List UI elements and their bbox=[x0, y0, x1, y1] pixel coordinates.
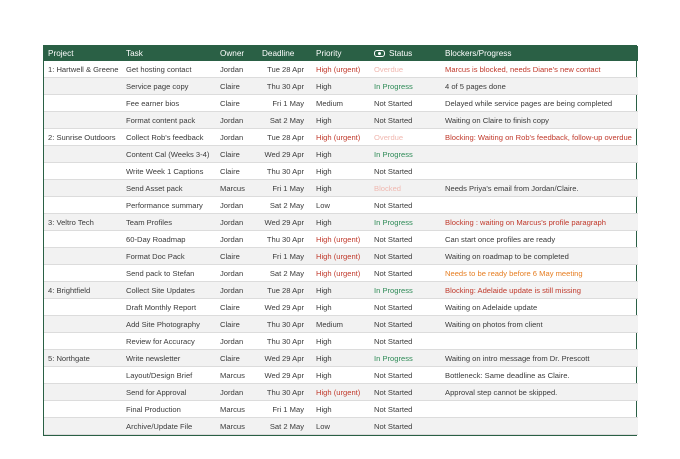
cell-owner[interactable]: Jordan bbox=[216, 129, 258, 146]
cell-status[interactable]: Not Started bbox=[370, 333, 441, 350]
cell-project[interactable] bbox=[44, 163, 122, 180]
cell-blocker[interactable]: Delayed while service pages are being completed bbox=[441, 95, 638, 112]
cell-owner[interactable]: Jordan bbox=[216, 282, 258, 299]
cell-task[interactable]: Add Site Photography bbox=[122, 316, 216, 333]
header-owner[interactable]: Owner bbox=[216, 46, 258, 61]
cell-blocker[interactable] bbox=[441, 401, 638, 418]
cell-owner[interactable]: Marcus bbox=[216, 418, 258, 435]
cell-deadline[interactable]: Thu 30 Apr bbox=[258, 384, 312, 401]
cell-status[interactable]: In Progress bbox=[370, 350, 441, 367]
header-blockers[interactable]: Blockers/Progress bbox=[441, 46, 638, 61]
table-row bbox=[44, 418, 638, 435]
cell-status[interactable]: Not Started bbox=[370, 112, 441, 129]
cell-priority[interactable]: High (urgent) bbox=[312, 129, 370, 146]
cell-status[interactable]: Not Started bbox=[370, 418, 441, 435]
cell-status[interactable]: Not Started bbox=[370, 231, 441, 248]
cell-owner[interactable]: Marcus bbox=[216, 180, 258, 197]
cell-task[interactable]: Layout/Design Brief bbox=[122, 367, 216, 384]
cell-priority[interactable]: High (urgent) bbox=[312, 265, 370, 282]
cell-deadline[interactable]: Wed 29 Apr bbox=[258, 299, 312, 316]
cell-deadline[interactable]: Sat 2 May bbox=[258, 418, 312, 435]
cell-task[interactable]: Service page copy bbox=[122, 78, 216, 95]
cell-task[interactable]: 60-Day Roadmap bbox=[122, 231, 216, 248]
cell-status[interactable]: In Progress bbox=[370, 282, 441, 299]
cell-blocker[interactable]: Waiting on intro message from Dr. Prescott bbox=[441, 350, 638, 367]
cell-owner[interactable]: Jordan bbox=[216, 214, 258, 231]
toggle-icon bbox=[374, 50, 385, 57]
cell-deadline[interactable]: Sat 2 May bbox=[258, 197, 312, 214]
cell-status[interactable]: In Progress bbox=[370, 146, 441, 163]
cell-project[interactable] bbox=[44, 367, 122, 384]
cell-owner[interactable]: Jordan bbox=[216, 231, 258, 248]
cell-task[interactable]: Performance summary bbox=[122, 197, 216, 214]
cell-owner[interactable]: Claire bbox=[216, 163, 258, 180]
cell-project[interactable] bbox=[44, 316, 122, 333]
table-row bbox=[44, 95, 638, 112]
cell-task[interactable]: Content Cal (Weeks 3-4) bbox=[122, 146, 216, 163]
cell-owner[interactable]: Claire bbox=[216, 78, 258, 95]
cell-deadline[interactable]: Wed 29 Apr bbox=[258, 146, 312, 163]
cell-deadline[interactable]: Fri 1 May bbox=[258, 401, 312, 418]
cell-project[interactable] bbox=[44, 112, 122, 129]
cell-deadline[interactable]: Thu 30 Apr bbox=[258, 316, 312, 333]
cell-owner[interactable]: Claire bbox=[216, 350, 258, 367]
cell-blocker[interactable]: 4 of 5 pages done bbox=[441, 78, 638, 95]
cell-task[interactable]: Format Doc Pack bbox=[122, 248, 216, 265]
table-row bbox=[44, 197, 638, 214]
cell-priority[interactable]: High (urgent) bbox=[312, 248, 370, 265]
cell-project[interactable] bbox=[44, 299, 122, 316]
task-tracker-table bbox=[43, 45, 637, 436]
cell-task[interactable]: Review for Accuracy bbox=[122, 333, 216, 350]
cell-project[interactable]: 5: Northgate bbox=[44, 350, 122, 367]
cell-blocker[interactable]: Can start once profiles are ready bbox=[441, 231, 638, 248]
cell-deadline[interactable]: Wed 29 Apr bbox=[258, 367, 312, 384]
cell-priority[interactable]: High bbox=[312, 78, 370, 95]
cell-blocker[interactable]: Blocking : waiting on Marcus's profile paragraph bbox=[441, 214, 638, 231]
cell-deadline[interactable]: Thu 30 Apr bbox=[258, 163, 312, 180]
header-deadline[interactable]: Deadline bbox=[258, 46, 312, 61]
cell-blocker[interactable]: Blocking: Waiting on Rob's feedback, follow-up overdue bbox=[441, 129, 638, 146]
cell-owner[interactable]: Jordan bbox=[216, 112, 258, 129]
cell-task[interactable]: Write Week 1 Captions bbox=[122, 163, 216, 180]
cell-priority[interactable]: High bbox=[312, 214, 370, 231]
cell-priority[interactable]: High (urgent) bbox=[312, 61, 370, 78]
cell-owner[interactable]: Marcus bbox=[216, 401, 258, 418]
table-row bbox=[44, 112, 638, 129]
cell-deadline[interactable]: Tue 28 Apr bbox=[258, 129, 312, 146]
cell-deadline[interactable]: Fri 1 May bbox=[258, 248, 312, 265]
table-row bbox=[44, 333, 638, 350]
header-priority[interactable]: Priority bbox=[312, 46, 370, 61]
cell-status[interactable]: In Progress bbox=[370, 78, 441, 95]
cell-project[interactable]: 3: Veltro Tech bbox=[44, 214, 122, 231]
cell-task[interactable]: Send Asset pack bbox=[122, 180, 216, 197]
cell-task[interactable]: Archive/Update File bbox=[122, 418, 216, 435]
cell-owner[interactable]: Claire bbox=[216, 95, 258, 112]
cell-status[interactable]: In Progress bbox=[370, 214, 441, 231]
cell-project[interactable] bbox=[44, 95, 122, 112]
cell-status[interactable]: Not Started bbox=[370, 197, 441, 214]
cell-priority[interactable]: High bbox=[312, 401, 370, 418]
cell-priority[interactable]: High bbox=[312, 112, 370, 129]
cell-blocker[interactable]: Blocking: Adelaide update is still missing bbox=[441, 282, 638, 299]
cell-priority[interactable]: High bbox=[312, 146, 370, 163]
cell-owner[interactable]: Claire bbox=[216, 316, 258, 333]
cell-priority[interactable]: High (urgent) bbox=[312, 384, 370, 401]
cell-blocker[interactable] bbox=[441, 163, 638, 180]
cell-task[interactable]: Format content pack bbox=[122, 112, 216, 129]
cell-project[interactable] bbox=[44, 146, 122, 163]
table-row bbox=[44, 316, 638, 333]
cell-deadline[interactable]: Thu 30 Apr bbox=[258, 333, 312, 350]
header-status[interactable] bbox=[370, 46, 441, 61]
cell-priority[interactable]: High bbox=[312, 299, 370, 316]
cell-project[interactable] bbox=[44, 78, 122, 95]
cell-status[interactable]: Blocked bbox=[370, 180, 441, 197]
cell-task[interactable]: Final Production bbox=[122, 401, 216, 418]
table-row bbox=[44, 367, 638, 384]
table-row bbox=[44, 248, 638, 265]
cell-status[interactable]: Not Started bbox=[370, 367, 441, 384]
cell-task[interactable]: Get hosting contact bbox=[122, 61, 216, 78]
cell-owner[interactable]: Jordan bbox=[216, 384, 258, 401]
cell-deadline[interactable]: Sat 2 May bbox=[258, 265, 312, 282]
cell-blocker[interactable]: Waiting on Claire to finish copy bbox=[441, 112, 638, 129]
table-row bbox=[44, 231, 638, 248]
cell-task[interactable]: Draft Monthly Report bbox=[122, 299, 216, 316]
header-task[interactable]: Task bbox=[122, 46, 216, 61]
cell-owner[interactable]: Jordan bbox=[216, 333, 258, 350]
cell-task[interactable]: Collect Site Updates bbox=[122, 282, 216, 299]
cell-blocker[interactable] bbox=[441, 333, 638, 350]
cell-project[interactable] bbox=[44, 384, 122, 401]
cell-deadline[interactable]: Sat 2 May bbox=[258, 112, 312, 129]
cell-deadline[interactable]: Tue 28 Apr bbox=[258, 282, 312, 299]
cell-project[interactable] bbox=[44, 231, 122, 248]
cell-status[interactable]: Not Started bbox=[370, 265, 441, 282]
cell-project[interactable]: 4: Brightfield bbox=[44, 282, 122, 299]
cell-owner[interactable]: Jordan bbox=[216, 61, 258, 78]
table-row bbox=[44, 384, 638, 401]
cell-task[interactable]: Send pack to Stefan bbox=[122, 265, 216, 282]
cell-status[interactable]: Not Started bbox=[370, 163, 441, 180]
cell-task[interactable]: Collect Rob's feedback bbox=[122, 129, 216, 146]
cell-project[interactable] bbox=[44, 418, 122, 435]
cell-blocker[interactable]: Needs to be ready before 6 May meeting bbox=[441, 265, 638, 282]
cell-deadline[interactable]: Fri 1 May bbox=[258, 95, 312, 112]
cell-priority[interactable]: High bbox=[312, 282, 370, 299]
cell-priority[interactable]: High bbox=[312, 333, 370, 350]
cell-status[interactable]: Not Started bbox=[370, 401, 441, 418]
cell-blocker[interactable]: Needs Priya's email from Jordan/Claire. bbox=[441, 180, 638, 197]
cell-blocker[interactable] bbox=[441, 146, 638, 163]
cell-project[interactable] bbox=[44, 265, 122, 282]
cell-deadline[interactable]: Thu 30 Apr bbox=[258, 78, 312, 95]
cell-status[interactable]: Not Started bbox=[370, 248, 441, 265]
cell-priority[interactable]: High bbox=[312, 163, 370, 180]
cell-project[interactable]: 1: Hartwell & Greene bbox=[44, 61, 122, 78]
cell-priority[interactable]: Low bbox=[312, 197, 370, 214]
cell-priority[interactable]: Low bbox=[312, 418, 370, 435]
cell-blocker[interactable]: Waiting on Adelaide update bbox=[441, 299, 638, 316]
cell-status[interactable]: Not Started bbox=[370, 384, 441, 401]
cell-status[interactable]: Not Started bbox=[370, 299, 441, 316]
table-row bbox=[44, 146, 638, 163]
cell-priority[interactable]: High bbox=[312, 350, 370, 367]
cell-project[interactable] bbox=[44, 401, 122, 418]
cell-owner[interactable]: Claire bbox=[216, 248, 258, 265]
cell-priority[interactable]: Medium bbox=[312, 316, 370, 333]
cell-deadline[interactable]: Fri 1 May bbox=[258, 180, 312, 197]
cell-project[interactable]: 2: Sunrise Outdoors bbox=[44, 129, 122, 146]
table-row bbox=[44, 350, 638, 367]
cell-deadline[interactable]: Wed 29 Apr bbox=[258, 350, 312, 367]
cell-owner[interactable]: Marcus bbox=[216, 367, 258, 384]
cell-priority[interactable]: High (urgent) bbox=[312, 231, 370, 248]
cell-owner[interactable]: Jordan bbox=[216, 197, 258, 214]
cell-blocker[interactable]: Waiting on roadmap to be completed bbox=[441, 248, 638, 265]
cell-status[interactable]: Overdue bbox=[370, 61, 441, 78]
header-status-label: Status bbox=[389, 49, 413, 58]
cell-deadline[interactable]: Wed 29 Apr bbox=[258, 214, 312, 231]
cell-project[interactable] bbox=[44, 180, 122, 197]
cell-owner[interactable]: Jordan bbox=[216, 265, 258, 282]
cell-priority[interactable]: Medium bbox=[312, 95, 370, 112]
cell-task[interactable]: Write newsletter bbox=[122, 350, 216, 367]
cell-blocker[interactable]: Bottleneck: Same deadline as Claire. bbox=[441, 367, 638, 384]
table-row bbox=[44, 129, 638, 146]
cell-project[interactable] bbox=[44, 197, 122, 214]
table-row bbox=[44, 214, 638, 231]
table-row bbox=[44, 163, 638, 180]
table-row bbox=[44, 401, 638, 418]
cell-status[interactable]: Not Started bbox=[370, 95, 441, 112]
cell-blocker[interactable]: Marcus is blocked, needs Diane's new contact bbox=[441, 61, 638, 78]
cell-status[interactable]: Overdue bbox=[370, 129, 441, 146]
cell-priority[interactable]: High bbox=[312, 367, 370, 384]
cell-blocker[interactable] bbox=[441, 418, 638, 435]
header-project[interactable]: Project bbox=[44, 46, 122, 61]
table-row bbox=[44, 299, 638, 316]
cell-task[interactable]: Fee earner bios bbox=[122, 95, 216, 112]
cell-deadline[interactable]: Tue 28 Apr bbox=[258, 61, 312, 78]
cell-blocker[interactable]: Waiting on photos from client bbox=[441, 316, 638, 333]
table-row bbox=[44, 282, 638, 299]
cell-task[interactable]: Team Profiles bbox=[122, 214, 216, 231]
cell-project[interactable] bbox=[44, 248, 122, 265]
cell-blocker[interactable]: Approval step cannot be skipped. bbox=[441, 384, 638, 401]
cell-project[interactable] bbox=[44, 333, 122, 350]
table-row bbox=[44, 78, 638, 95]
header-row bbox=[44, 46, 638, 61]
cell-task[interactable]: Send for Approval bbox=[122, 384, 216, 401]
table-row bbox=[44, 180, 638, 197]
cell-owner[interactable]: Claire bbox=[216, 299, 258, 316]
cell-blocker[interactable] bbox=[441, 197, 638, 214]
cell-priority[interactable]: High bbox=[312, 180, 370, 197]
cell-owner[interactable]: Claire bbox=[216, 146, 258, 163]
cell-deadline[interactable]: Thu 30 Apr bbox=[258, 231, 312, 248]
table-row bbox=[44, 265, 638, 282]
table-row bbox=[44, 61, 638, 78]
cell-status[interactable]: Not Started bbox=[370, 316, 441, 333]
